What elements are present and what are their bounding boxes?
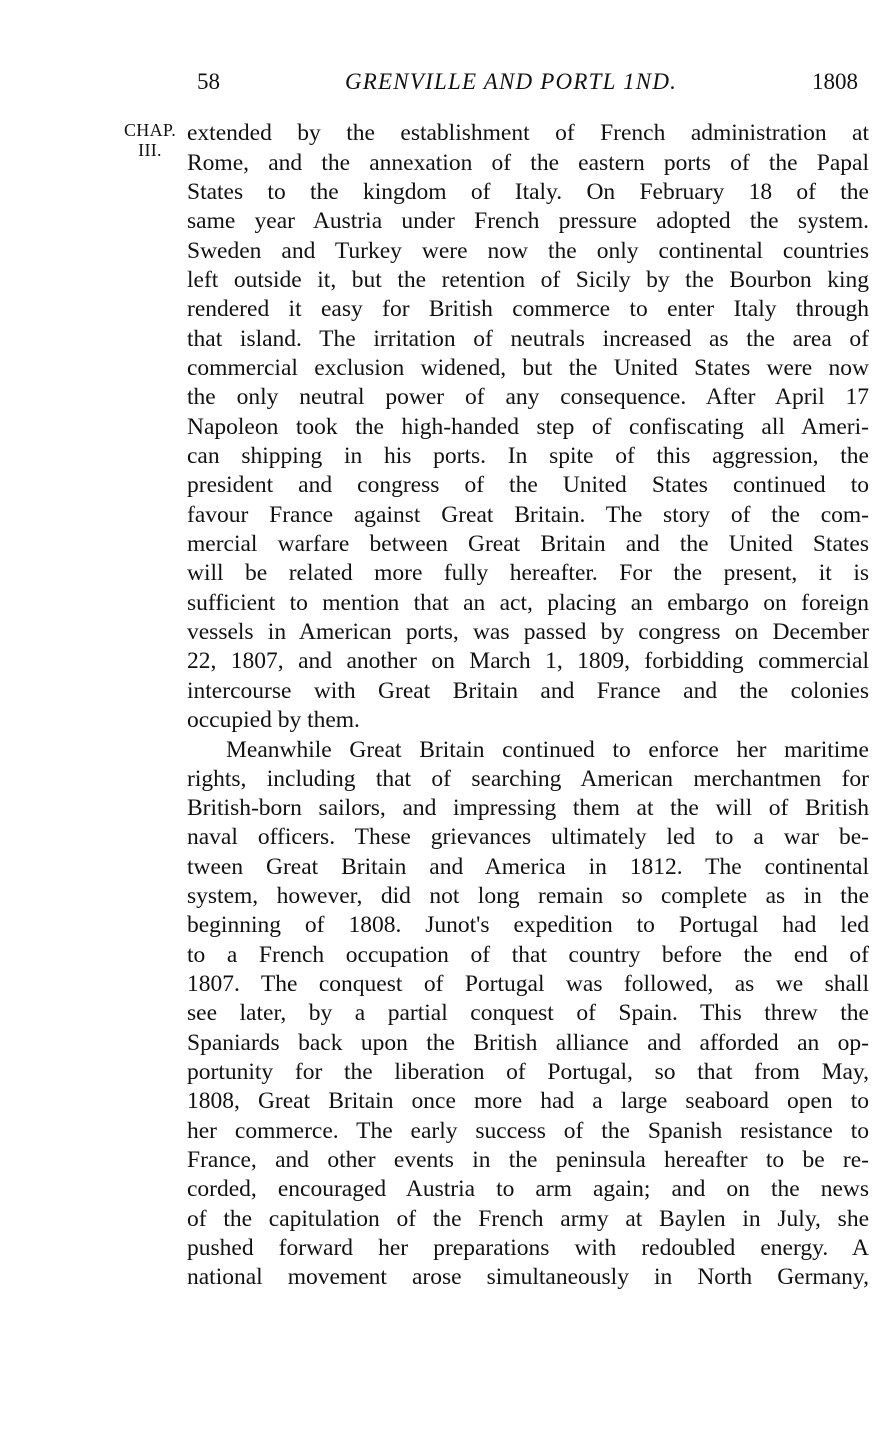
text-line: will be related more fully hereafter. For the present, it is [187, 560, 869, 586]
text-line: vessels in American ports, was passed by congress on December [187, 619, 869, 645]
chapter-label: CHAP. [123, 120, 177, 140]
text-line: portunity for the liberation of Portugal, so that from May, [187, 1059, 869, 1085]
text-line: Sweden and Turkey were now the only continental countries [187, 238, 869, 264]
text-line: occupied by them. [187, 707, 360, 733]
page-number: 58 [197, 69, 220, 94]
text-line: corded, encouraged Austria to arm again; and on the news [187, 1176, 869, 1202]
text-line: system, however, did not long remain so complete as in the [187, 883, 869, 909]
text-line: naval officers. These grievances ultimately led to a war be- [187, 824, 869, 850]
text-line: British-born sailors, and impressing them at the will of British [187, 795, 869, 821]
text-line: commercial exclusion widened, but the United States were now [187, 355, 869, 381]
chapter-margin-note [116, 120, 184, 160]
text-line: intercourse with Great Britain and France and the colonies [187, 678, 869, 704]
text-line: sufficient to mention that an act, placing an embargo on foreign [187, 590, 869, 616]
text-line: pushed forward her preparations with redoubled energy. A [187, 1235, 869, 1261]
text-line: States to the kingdom of Italy. On February 18 of the [187, 179, 869, 205]
text-line: beginning of 1808. Junot's expedition to Portugal had led [187, 912, 869, 938]
text-line: rendered it easy for British commerce to enter Italy through [187, 296, 869, 322]
text-line: her commerce. The early success of the Spanish resistance to [187, 1118, 869, 1144]
text-line: same year Austria under French pressure adopted the system. [187, 208, 869, 234]
text-line: Napoleon took the high-handed step of confiscating all Ameri- [187, 414, 869, 440]
text-line: left outside it, but the retention of Sicily by the Bourbon king [187, 267, 869, 293]
text-line: the only neutral power of any consequence. After April 17 [187, 384, 869, 410]
header-year: 1808 [812, 69, 858, 94]
text-line: extended by the establishment of French administration at [187, 120, 869, 146]
running-title: GRENVILLE AND PORTL 1ND. [345, 69, 678, 94]
text-line: of the capitulation of the French army at Baylen in July, she [187, 1206, 869, 1232]
text-line: tween Great Britain and America in 1812. The continental [187, 854, 869, 880]
text-line: national movement arose simultaneously in North Germany, [187, 1264, 869, 1290]
text-line: that island. The irritation of neutrals increased as the area of [187, 326, 869, 352]
text-line: see later, by a partial conquest of Spain. This threw the [187, 1000, 869, 1026]
text-line: Rome, and the annexation of the eastern ports of the Papal [187, 150, 869, 176]
text-line: 1808, Great Britain once more had a large seaboard open to [187, 1088, 869, 1114]
text-line: favour France against Great Britain. The story of the com- [187, 502, 869, 528]
text-line: rights, including that of searching American merchantmen for [187, 766, 869, 792]
text-line: to a French occupation of that country before the end of [187, 942, 869, 968]
text-line: mercial warfare between Great Britain and the United States [187, 531, 869, 557]
text-line: can shipping in his ports. In spite of this aggression, the [187, 443, 869, 469]
paragraph-first-line: Meanwhile Great Britain continued to enforce her maritime [226, 737, 869, 763]
text-line: 1807. The conquest of Portugal was followed, as we shall [187, 971, 869, 997]
text-line: Spaniards back upon the British alliance and afforded an op- [187, 1030, 869, 1056]
chapter-number: III. [138, 140, 162, 160]
text-line: France, and other events in the peninsula hereafter to be re- [187, 1147, 869, 1173]
text-line: president and congress of the United States continued to [187, 472, 869, 498]
text-line: 22, 1807, and another on March 1, 1809, forbidding commercial [187, 648, 869, 674]
